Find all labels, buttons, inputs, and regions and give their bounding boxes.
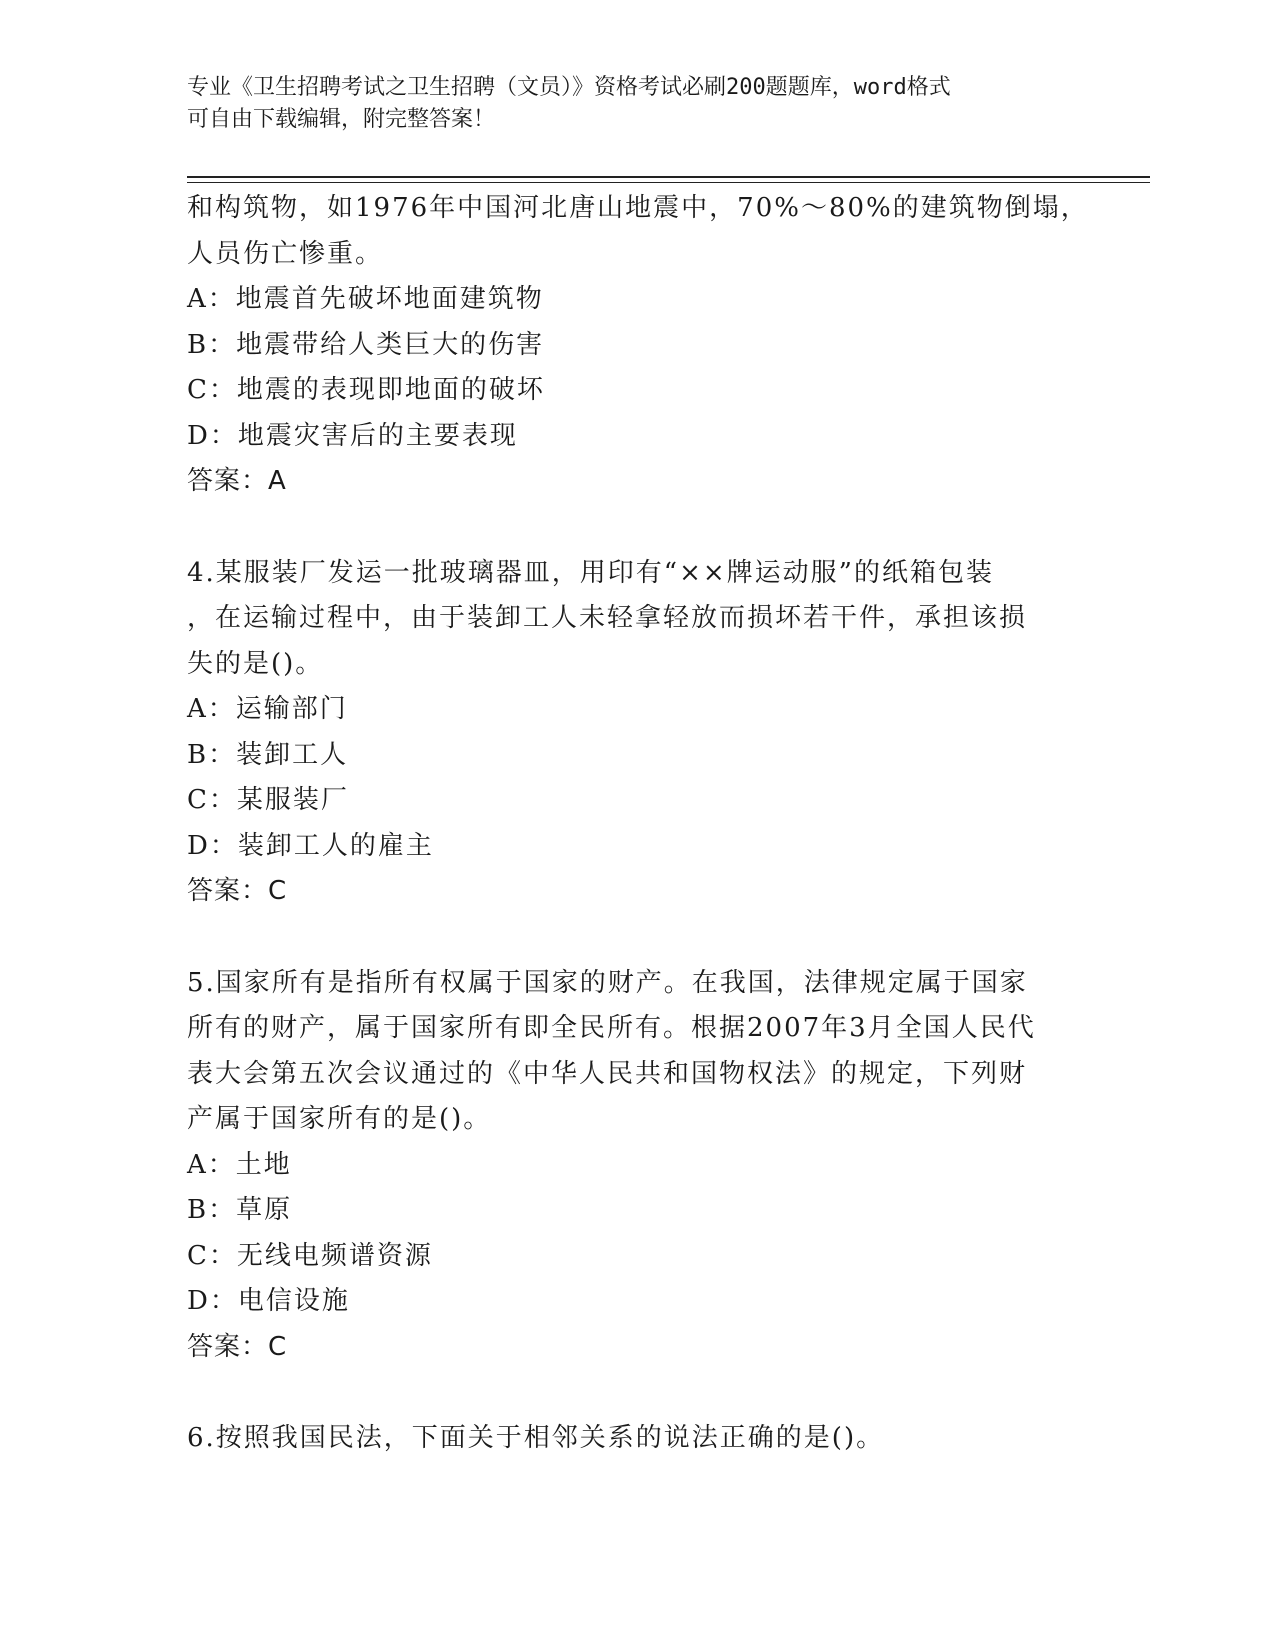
header-line-2: 可自由下载编辑，附完整答案！: [187, 107, 496, 132]
option-a: A：土地: [187, 1149, 292, 1180]
header-divider-thick: [187, 176, 1150, 178]
question-5: [187, 961, 1087, 1371]
header-divider-thin: [187, 182, 1150, 183]
question-text-line: 5.国家所有是指所有权属于国家的财产。在我国，法律规定属于国家: [187, 967, 1028, 998]
option-b: B：地震带给人类巨大的伤害: [187, 329, 545, 360]
question-text-line: 所有的财产，属于国家所有即全民所有。根据2007年3月全国人民代: [187, 1013, 1036, 1043]
option-c: C：某服装厂: [187, 785, 349, 815]
answer: 答案：C: [187, 876, 288, 906]
question-text-line: ，在运输过程中，由于装卸工人未轻拿轻放而损坏若干件，承担该损: [187, 603, 1028, 633]
spacer: [187, 915, 1087, 961]
option-b: B：草原: [187, 1195, 293, 1225]
question-text-line: 4.某服装厂发运一批玻璃器皿，用印有“××牌运动服”的纸箱包装: [187, 557, 994, 588]
answer: 答案：A: [187, 466, 287, 496]
spacer: [187, 1370, 1087, 1416]
option-b: B：装卸工人: [187, 739, 349, 770]
option-d: D：装卸工人的雇主: [187, 830, 434, 861]
question-6: [187, 1416, 1087, 1462]
option-a: A：地震首先破坏地面建筑物: [187, 284, 544, 314]
question-text-line: 失的是()。: [187, 648, 324, 679]
question-text-line: 表大会第五次会议通过的《中华人民共和国物权法》的规定，下列财: [187, 1058, 1028, 1089]
option-d: D：电信设施: [187, 1286, 350, 1316]
header-line-1: 专业《卫生招聘考试之卫生招聘（文员）》资格考试必刷200题题库，word格式: [187, 75, 951, 100]
question-content: [187, 186, 1087, 1462]
question-text-line: 产属于国家所有的是()。: [187, 1104, 492, 1134]
option-d: D：地震灾害后的主要表现: [187, 420, 518, 451]
page-header: [187, 72, 1087, 136]
question-text-line: 人员伤亡惨重。: [187, 238, 384, 269]
answer: 答案：C: [187, 1331, 288, 1362]
question-text-line: 6.按照我国民法，下面关于相邻关系的说法正确的是()。: [187, 1423, 885, 1453]
question-3: [187, 186, 1087, 505]
question-text-line: 和构筑物，如1976年中国河北唐山地震中，70%～80%的建筑物倒塌，: [187, 193, 1089, 223]
spacer: [187, 505, 1087, 551]
option-c: C：无线电频谱资源: [187, 1240, 433, 1271]
option-a: A：运输部门: [187, 694, 348, 724]
question-4: [187, 551, 1087, 915]
option-c: C：地震的表现即地面的破坏: [187, 375, 545, 405]
